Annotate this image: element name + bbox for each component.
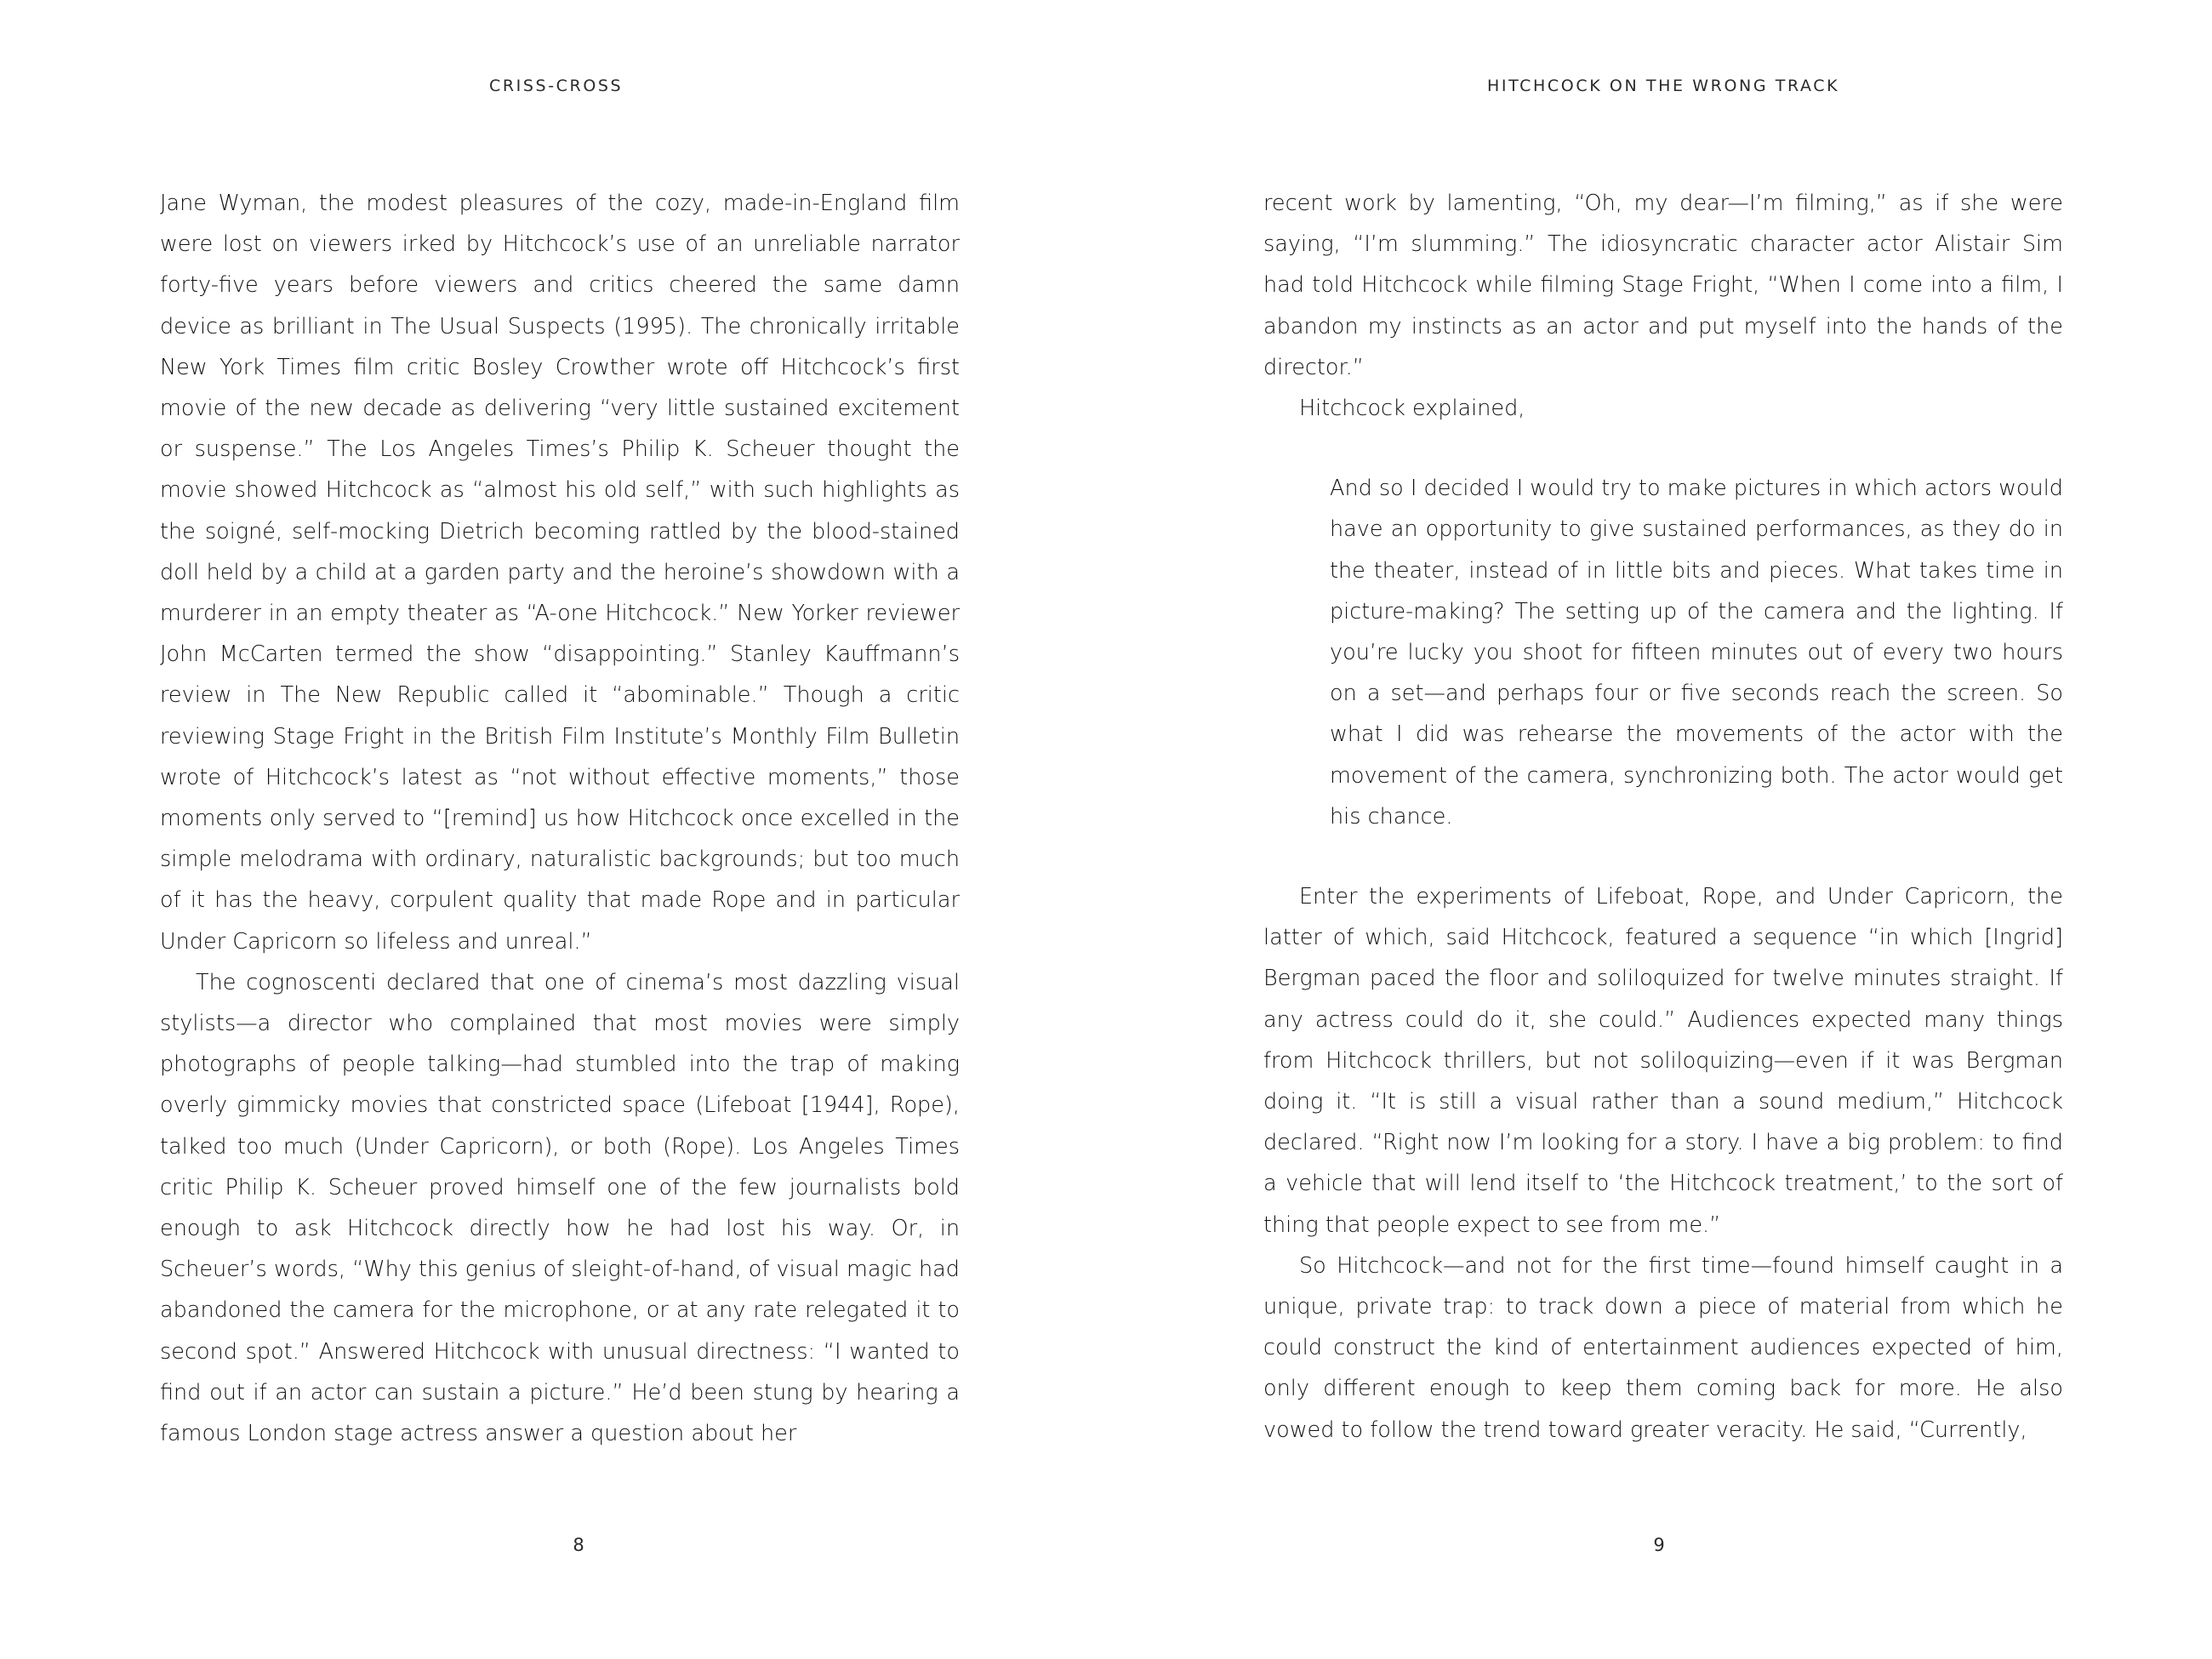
body-text-right [1263, 183, 2063, 1451]
page-right [1106, 0, 2212, 1659]
spacer [1263, 429, 2063, 468]
paragraph: Hitchcock explained, [1299, 396, 1525, 422]
paragraph: recent work by lamenting, “Oh, my dear—I’m filming,” as if she were saying, “I’m slumming.” The idiosyncratic character actor Alistair Sim had told Hitchcock while filming Stage Fright, “When I come into a film, I abandon my instincts as an actor and put myself into the hands of the director.” [1263, 191, 2063, 380]
paragraph: So Hitchcock—and not for the first time—found himself caught in a unique, private trap: to track down a piece of material from which he could construct the kind of entertainment audiences expected of him, only different enough to keep them coming back for more. He also vowed to follow the trend toward greater veracity. He said, “Currently, [1263, 1252, 2063, 1443]
spacer [1263, 837, 2063, 876]
running-head-left: CRISS-CROSS [489, 77, 624, 95]
page-number-right: 9 [1653, 1535, 1665, 1555]
page-number-left: 8 [573, 1535, 584, 1555]
paragraph: Enter the experiments of Lifeboat, Rope, and Under Capricorn, the latter of which, said Hitchcock, featured a sequence “in which [Ingrid] Bergman paced the floor and soliloquized for twelve minutes straight. If any actress could do it, she could.” Audiences expected many things from Hitchcock thrillers, but not soliloquizing—even if it was Bergman doing it. “It is still a visual rather than a sound medium,” Hitchcock declared. “Right now I’m looking for a story. I have a big problem: to find a vehicle that will lend itself to ‘the Hitchcock treatment,’ to the sort of thing that people expect to see from me.” [1263, 884, 2063, 1238]
paragraph: The cognoscenti declared that one of cinema’s most dazzling visual stylists—a director who complained that most movies were simply photographs of people talking—had stumbled into the trap of making overly gimmicky movies that constricted space (Lifeboat [1944], Rope), talked too much (Under Capricorn), or both (Rope). Los Angeles Times critic Philip K. Scheuer proved himself one of the few journalists bold enough to ask Hitchcock directly how he had lost his way. Or, in Scheuer’s words, “Why this genius of sleight-of-hand, of visual magic had abandoned the camera for the microphone, or at any rate relegated it to second spot.” Answered Hitchcock with unusual directness: “I wanted to find out if an actor can sustain a picture.” He’d been stung by hearing a famous London stage actress answer a question about her [160, 969, 960, 1447]
body-text-left [160, 183, 960, 1454]
paragraph: Jane Wyman, the modest pleasures of the cozy, made-in-England film were lost on viewers irked by Hitchcock’s use of an unreliable narrator forty-five years before viewers and critics cheered the same damn device as brilliant in The Usual Suspects (1995). The chronically irritable New York Times film critic Bosley Crowther wrote off Hitchcock’s first movie of the new decade as delivering “very little sustained excitement or suspense.” The Los Angeles Times’s Philip K. Scheuer thought the movie showed Hitchcock as “almost his old self,” with such highlights as the soigné, self-mocking Dietrich becoming rattled by the blood-stained doll held by a child at a garden party and the heroine’s showdown with a murderer in an empty theater as “A-one Hitchcock.” New Yorker reviewer John McCarten termed the show “disappointing.” Stanley Kauffmann’s review in The New Republic called it “abominable.” Though a critic reviewing Stage Fright in the British Film Institute’s Monthly Film Bulletin wrote of Hitchcock’s latest as “not without effective moments,” those moments only served to “[remind] us how Hitchcock once excelled in the simple melodrama with ordinary, naturalistic backgrounds; but too much of it has the heavy, corpulent quality that made Rope and in particular Under Capricorn so lifeless and unreal.” [160, 191, 960, 955]
blockquote: And so I decided I would try to make pictures in which actors would have an opportunity to give sustained performances, as they do in the theater, instead of in little bits and pieces. What takes time in picture-making? The setting up of the camera and the lighting. If you’re lucky you shoot for fifteen minutes out of every two hours on a set—and perhaps four or five seconds reach the screen. So what I did was rehearse the movements of the actor with the movement of the camera, synchronizing both. The actor would get his chance. [1330, 476, 2063, 830]
running-head-right: HITCHCOCK ON THE WRONG TRACK [1487, 77, 1840, 95]
